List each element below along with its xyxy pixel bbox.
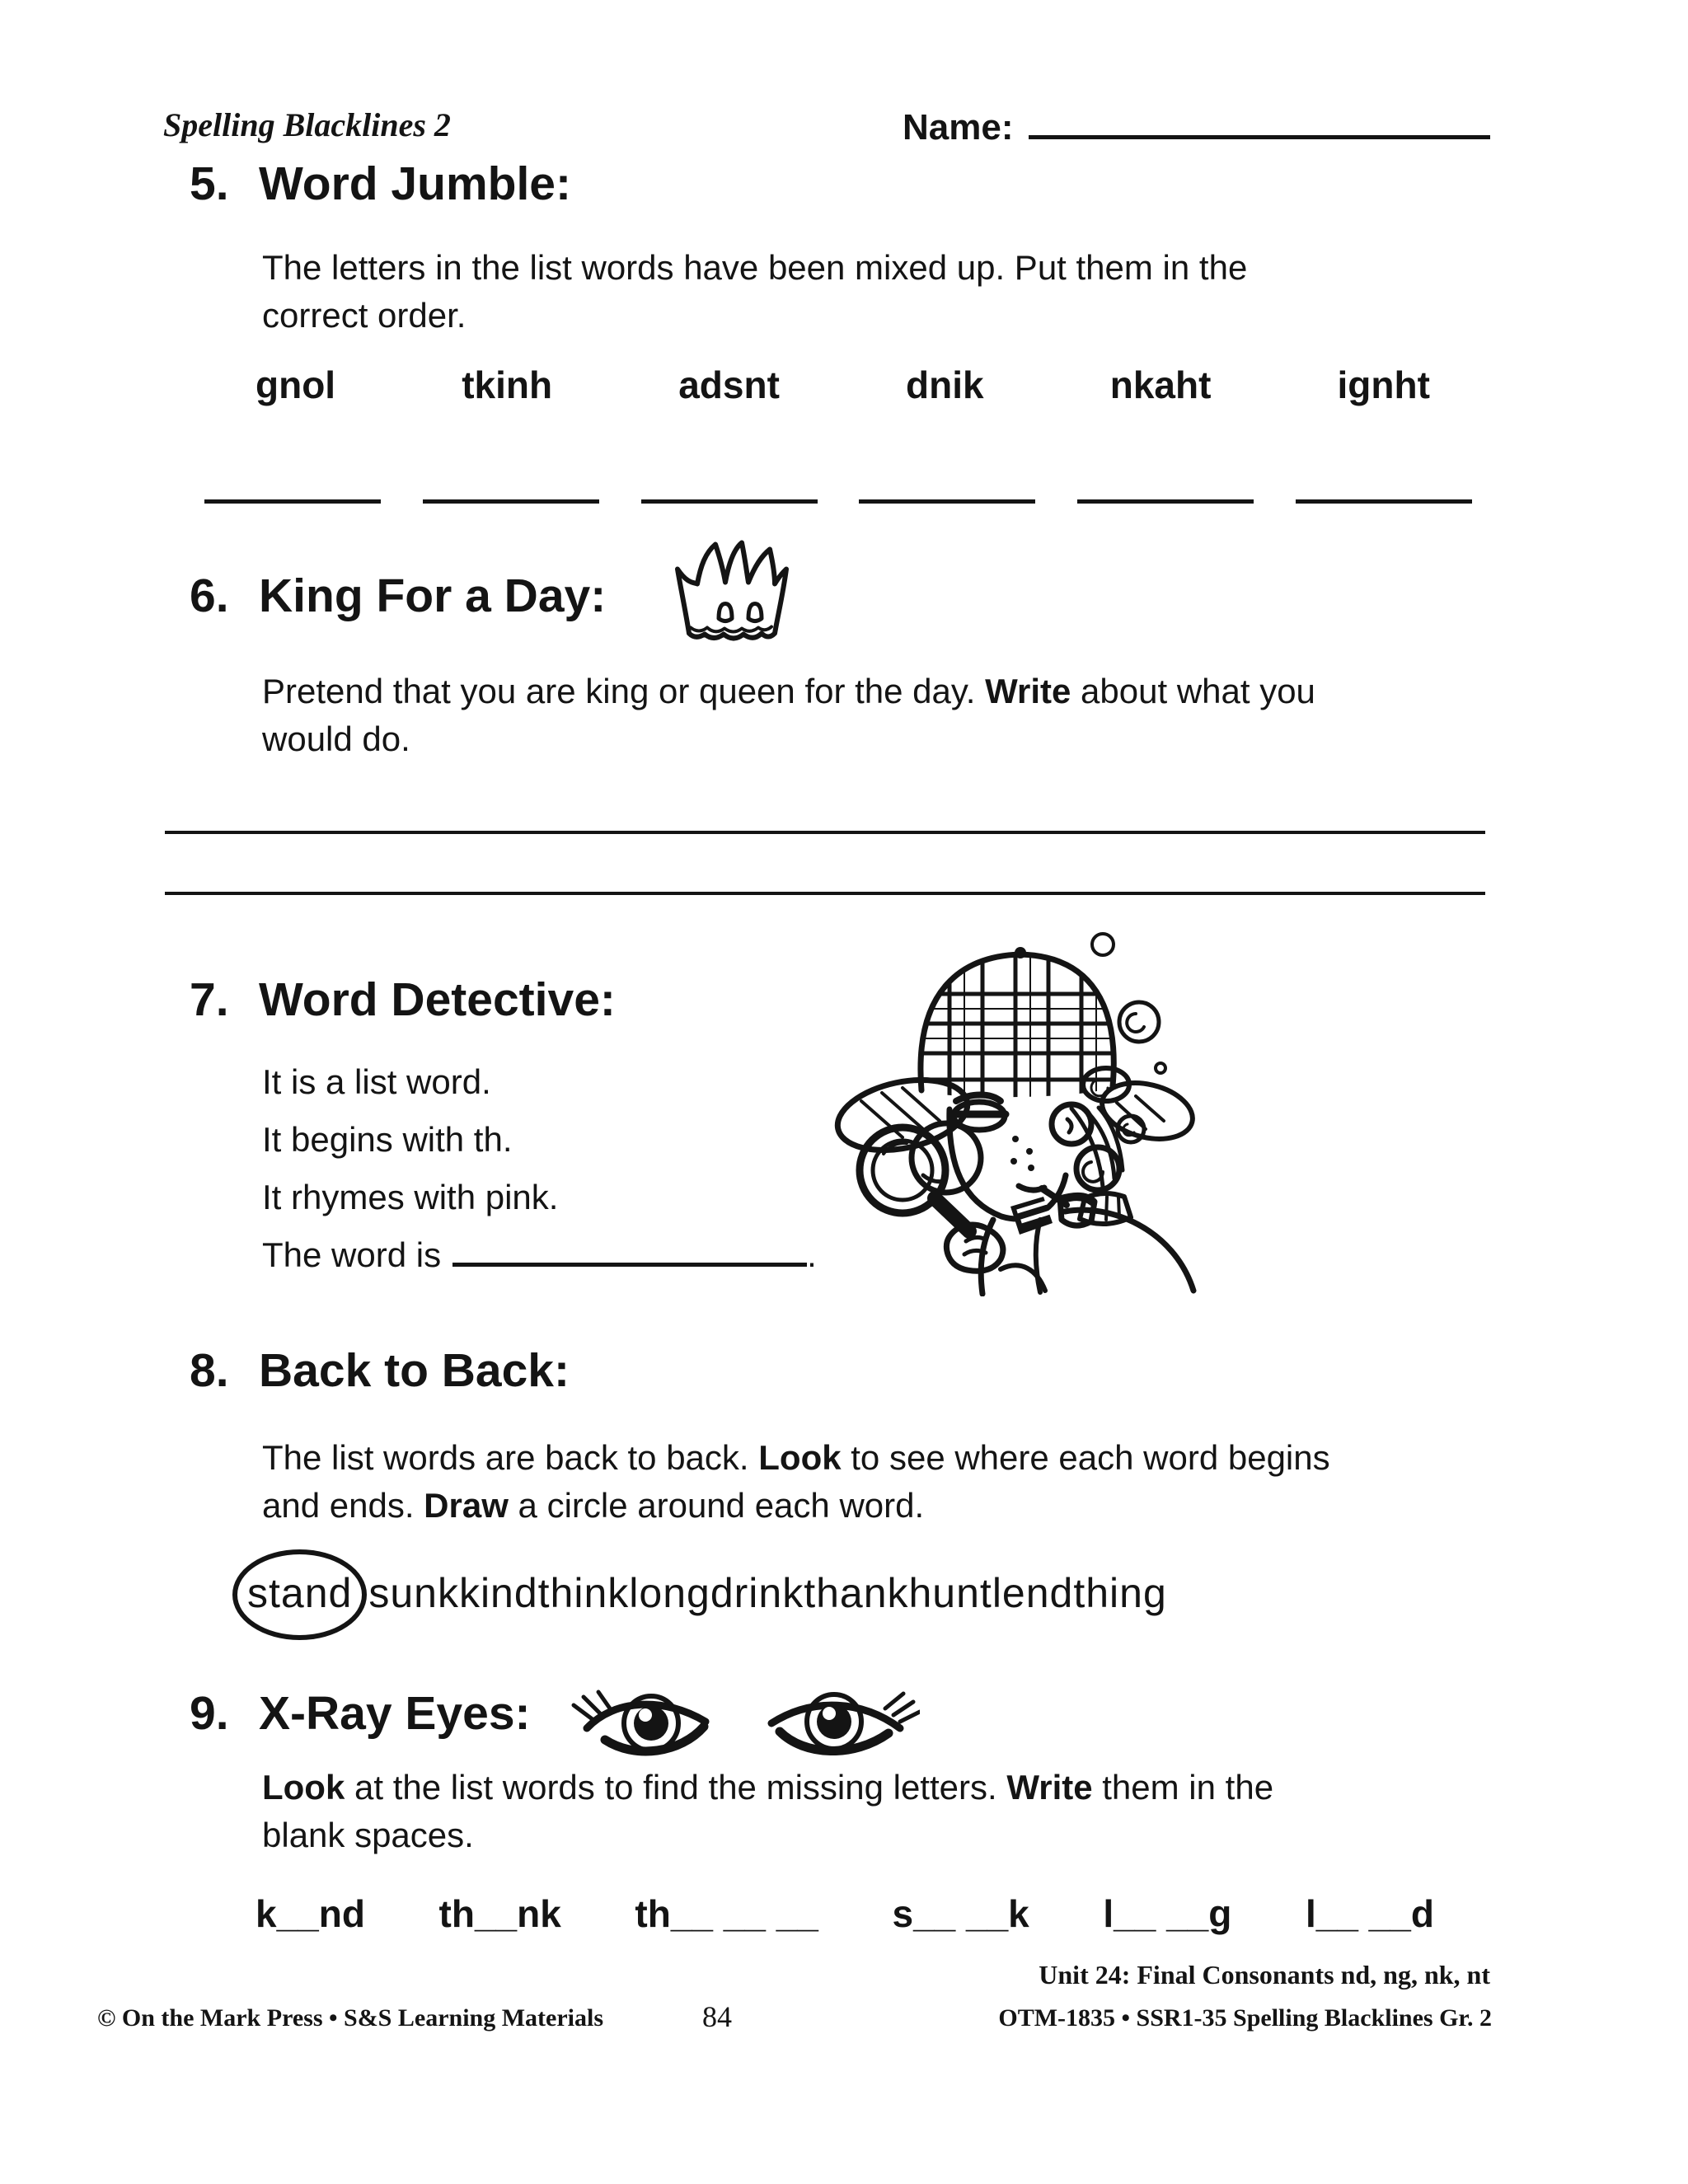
jumbled-words-row	[256, 363, 1430, 407]
writing-line[interactable]	[165, 791, 1485, 834]
answer-blank[interactable]	[641, 462, 818, 504]
section-8-number: 8.	[190, 1344, 229, 1397]
name-input-line[interactable]	[1029, 99, 1490, 139]
section-9-instructions	[262, 1764, 1273, 1859]
instruction-line: The list words are back to back. Look to see where each word begins	[262, 1438, 1330, 1477]
fill-item[interactable]: k__nd	[256, 1892, 365, 1935]
jumbled-word: gnol	[256, 363, 336, 406]
answer-blank[interactable]	[423, 462, 599, 504]
instruction-line: correct order.	[262, 296, 467, 335]
clue-line: It begins with th.	[262, 1120, 513, 1159]
section-5-instructions	[262, 244, 1247, 340]
fill-item[interactable]: th__nk	[438, 1892, 561, 1935]
fill-item[interactable]: l__ __d	[1305, 1892, 1434, 1935]
section-5-title: Word Jumble:	[259, 157, 571, 210]
jumbled-word: adsnt	[678, 363, 780, 406]
crown-icon	[653, 534, 809, 666]
fill-item[interactable]: l__ __g	[1103, 1892, 1232, 1935]
section-5-heading	[190, 157, 571, 211]
booklet-title: Spelling Blacklines 2	[163, 106, 451, 143]
instruction-line: Look at the list words to find the missing letters. Write them in the	[262, 1768, 1274, 1807]
section-6-heading	[190, 569, 606, 623]
clue-line: It is a list word.	[262, 1062, 491, 1101]
answer-blank[interactable]	[1296, 462, 1472, 504]
section-6-title: King For a Day:	[259, 569, 607, 622]
section-6-number: 6.	[190, 569, 229, 622]
name-label: Name:	[903, 107, 1014, 148]
instruction-line: blank spaces.	[262, 1816, 474, 1854]
instruction-line: Pretend that you are king or queen for the day. Write about what you	[262, 672, 1315, 710]
eyes-icon	[565, 1677, 920, 1772]
answer-blank[interactable]	[859, 462, 1035, 504]
answer-blank[interactable]	[204, 462, 381, 504]
word-chain	[232, 1549, 1167, 1640]
section-7-title: Word Detective:	[259, 973, 616, 1026]
answer-blank[interactable]	[1077, 462, 1254, 504]
circled-word[interactable]: stand	[232, 1549, 367, 1640]
clue-line: It rhymes with pink.	[262, 1178, 559, 1216]
section-8-title: Back to Back:	[259, 1344, 570, 1397]
answer-prompt: The word is	[262, 1235, 442, 1274]
section-7-number: 7.	[190, 973, 229, 1026]
missing-letters-row	[256, 1891, 1434, 1936]
section-6-instructions	[262, 668, 1315, 763]
detective-icon	[824, 913, 1220, 1296]
section-9-title: X-Ray Eyes:	[259, 1687, 531, 1740]
jumbled-word: ignht	[1337, 363, 1430, 406]
copyright: © On the Mark Press • S&S Learning Materials	[97, 2004, 603, 2032]
instruction-line: would do.	[262, 719, 410, 758]
page-number: 84	[702, 2000, 732, 2033]
fill-item[interactable]: s__ __k	[892, 1892, 1029, 1935]
section-9-heading	[190, 1686, 531, 1741]
answer-period: .	[807, 1235, 817, 1274]
product-code: OTM-1835 • SSR1-35 Spelling Blacklines Gr. 2	[998, 2004, 1492, 2032]
clue-answer-line	[262, 1226, 817, 1284]
jumbled-word: tkinh	[462, 363, 553, 406]
name-row	[903, 99, 1490, 148]
unit-label: Unit 24: Final Consonants nd, ng, nk, nt	[1039, 1960, 1490, 1990]
writing-line[interactable]	[165, 852, 1485, 895]
section-7-heading	[190, 972, 616, 1027]
detective-clues	[262, 1053, 817, 1284]
word-chain-rest[interactable]: sunkkindthinklongdrinkthankhuntlendthing	[368, 1570, 1167, 1616]
section-9-number: 9.	[190, 1687, 229, 1740]
answer-blank[interactable]	[452, 1230, 807, 1267]
jumbled-word: nkaht	[1109, 363, 1212, 406]
instruction-line: The letters in the list words have been mixed up. Put them in the	[262, 248, 1248, 287]
section-5-number: 5.	[190, 157, 229, 210]
section-8-instructions	[262, 1434, 1330, 1530]
section-8-heading	[190, 1343, 570, 1398]
instruction-line: and ends. Draw a circle around each word.	[262, 1486, 925, 1525]
jumbled-word: dnik	[906, 363, 984, 406]
jumble-answer-blanks	[204, 462, 1472, 504]
fill-item[interactable]: th__ __ __	[635, 1892, 818, 1935]
